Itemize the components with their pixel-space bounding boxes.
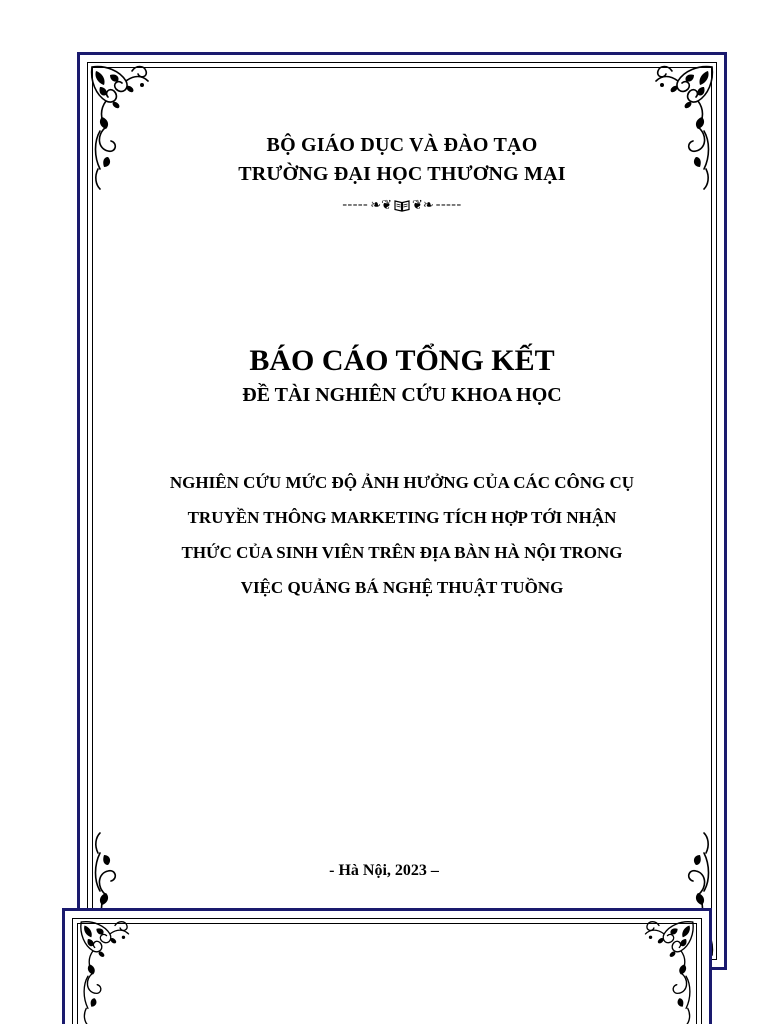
divider-dashes-left: ----- [342, 197, 369, 212]
university-name: TRƯỜNG ĐẠI HỌC THƯƠNG MẠI [238, 163, 566, 185]
cover-page [77, 52, 727, 970]
topic-line: TRUYỀN THÔNG MARKETING TÍCH HỢP TỚI NHẬN [187, 508, 617, 527]
flourish-icon: ❦❧ [412, 197, 434, 212]
corner-ornament-icon [71, 917, 137, 1024]
header-divider [80, 197, 724, 213]
research-topic [110, 465, 694, 605]
corner-ornament-icon [637, 917, 703, 1024]
topic-line: NGHIÊN CỨU MỨC ĐỘ ẢNH HƯỞNG CỦA CÁC CÔNG CỤ [169, 473, 635, 492]
header-block [80, 131, 724, 213]
report-title: BÁO CÁO TỔNG KẾT [249, 344, 555, 377]
report-subtitle: ĐỀ TÀI NGHIÊN CỨU KHOA HỌC [242, 384, 562, 406]
divider-dashes-right: ----- [435, 197, 462, 212]
title-block [80, 341, 724, 409]
flourish-icon: ❧❦ [370, 197, 392, 212]
topic-line: VIỆC QUẢNG BÁ NGHỆ THUẬT TUỒNG [240, 578, 564, 597]
next-page [62, 908, 712, 1024]
place-date: - Hà Nội, 2023 – [329, 862, 439, 879]
topic-line: THỨC CỦA SINH VIÊN TRÊN ĐỊA BÀN HÀ NỘI TRONG [181, 543, 623, 562]
ministry-name: BỘ GIÁO DỤC VÀ ĐÀO TẠO [266, 134, 538, 156]
inner-border-2 [77, 923, 697, 1024]
book-icon [394, 199, 410, 212]
